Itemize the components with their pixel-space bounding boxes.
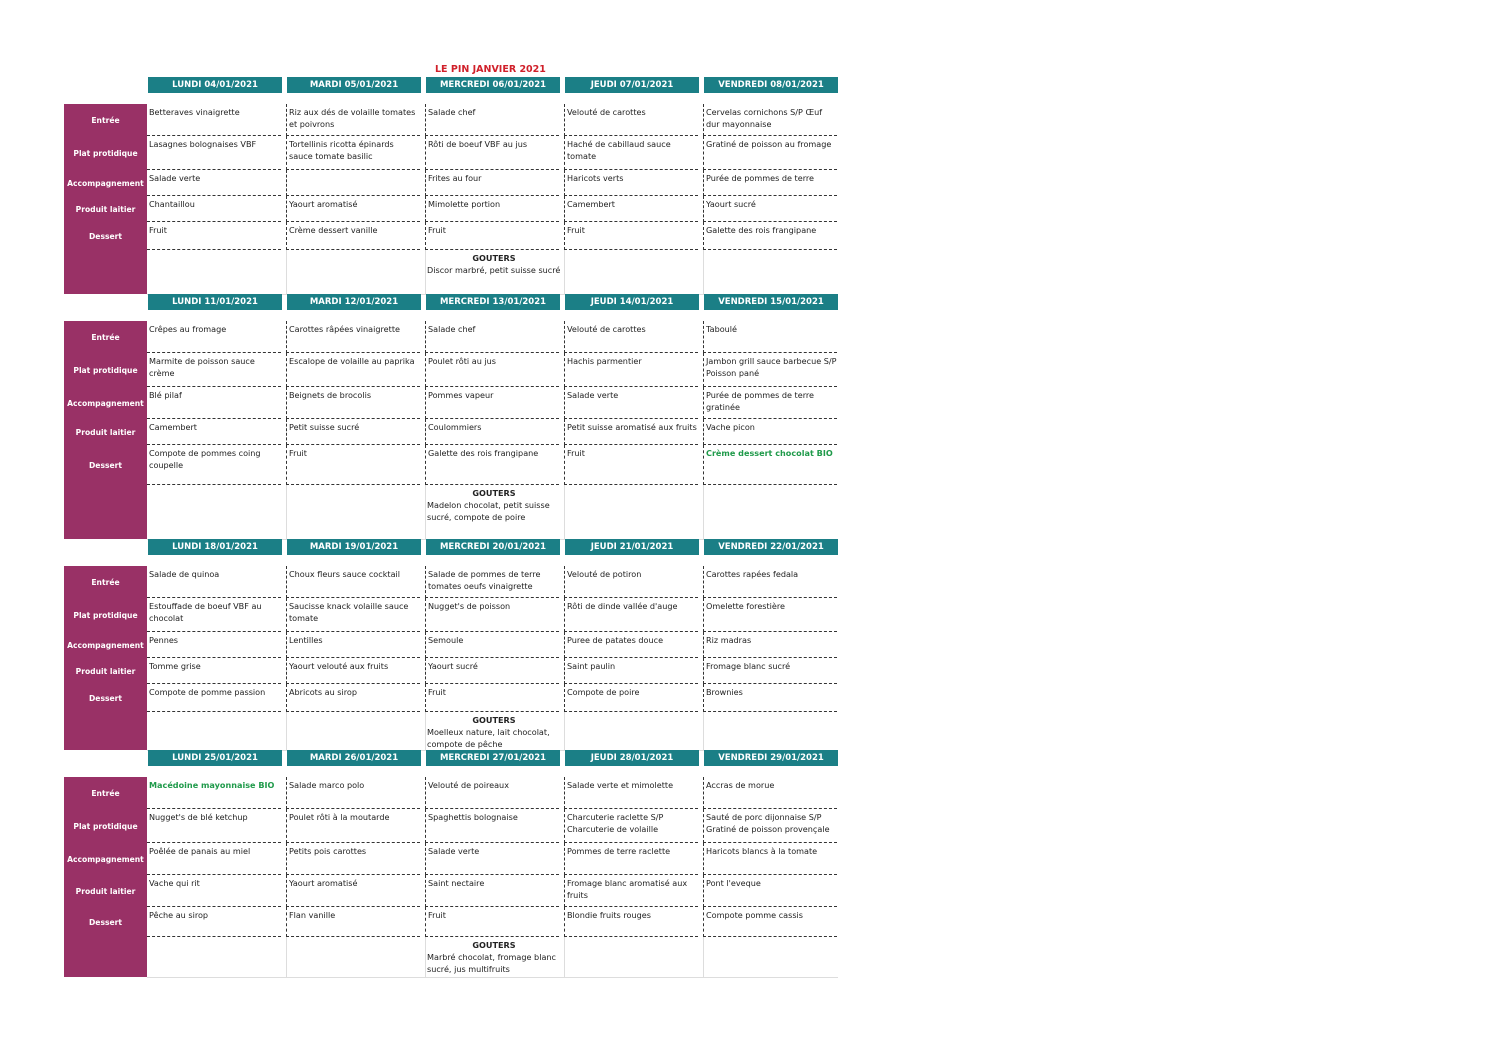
- category-label: Plat protidique: [73, 610, 138, 620]
- menu-row: [147, 170, 838, 196]
- menu-cell: Vache qui rit: [147, 875, 281, 907]
- menu-cell: Salade verte: [564, 387, 698, 419]
- menu-row: [147, 321, 838, 353]
- day-header: JEUDI 14/01/2021: [565, 294, 699, 310]
- menu-cell: Salade chef: [425, 104, 559, 136]
- gouter-title: GOUTERS: [472, 253, 516, 263]
- menu-cell: Blé pilaf: [147, 387, 281, 419]
- menu-cell: Fruit: [564, 445, 698, 485]
- menu-row: [147, 632, 838, 658]
- menu-cell: Spaghettis bolognaise: [425, 809, 559, 843]
- week-block: [64, 750, 838, 977]
- menu-cell: Betteraves vinaigrette: [147, 104, 281, 136]
- menu-cell: Tortellinis ricotta épinards sauce tomate basilic: [286, 136, 420, 170]
- menu-cell: Salade chef: [425, 321, 559, 353]
- gouter-cell: [427, 487, 561, 523]
- menu-cell: Rôti de boeuf VBF au jus: [425, 136, 559, 170]
- menu-cell: Beignets de brocolis: [286, 387, 420, 419]
- gouter-text: Discor marbré, petit suisse sucré: [427, 265, 561, 275]
- day-header: MARDI 12/01/2021: [287, 294, 421, 310]
- menu-cell: Omelette forestière: [703, 598, 837, 632]
- week-grid: [64, 566, 838, 750]
- column-divider: [564, 937, 565, 977]
- menu-row: [147, 566, 838, 598]
- menu-cell: Compote pomme cassis: [703, 907, 837, 937]
- menu-row: [147, 598, 838, 632]
- menu-cell: Jambon grill sauce barbecue S/P Poisson pané: [703, 353, 837, 387]
- menu-cell: Accras de morue: [703, 777, 837, 809]
- menu-cell: Puree de patates douce: [564, 632, 698, 658]
- column-divider: [425, 485, 426, 539]
- menu-cell: Tomme grise: [147, 658, 281, 684]
- menu-cell: Compote de poire: [564, 684, 698, 712]
- menu-cell: Coulommiers: [425, 419, 559, 445]
- menu-cell: Petit suisse sucré: [286, 419, 420, 445]
- gouter-text: Moelleux nature, lait chocolat, compote de pêche: [427, 727, 550, 749]
- menu-cell: Lasagnes bolognaises VBF: [147, 136, 281, 170]
- day-header: MERCREDI 13/01/2021: [426, 294, 560, 310]
- day-header: LUNDI 18/01/2021: [148, 539, 282, 555]
- menu-cell: Compote de pommes coing coupelle: [147, 445, 281, 485]
- column-divider: [425, 937, 426, 977]
- column-divider: [564, 712, 565, 750]
- spacer: [64, 767, 838, 777]
- column-divider: [703, 937, 704, 977]
- menu-cell: Salade verte et mimolette: [564, 777, 698, 809]
- menu-cell: Pommes vapeur: [425, 387, 559, 419]
- category-label: Accompagnement: [67, 178, 144, 188]
- menu-cell: Salade verte: [425, 843, 559, 875]
- day-header: JEUDI 07/01/2021: [565, 77, 699, 93]
- gouter-cell: [427, 252, 561, 276]
- menu-cell: Velouté de poireaux: [425, 777, 559, 809]
- menu-cell: Velouté de carottes: [564, 104, 698, 136]
- week-block: [64, 294, 838, 539]
- menu-row: [147, 809, 838, 843]
- week-grid: [64, 104, 838, 294]
- weeks: [64, 77, 838, 977]
- menu-cell: Yaourt velouté aux fruits: [286, 658, 420, 684]
- menu-cell: Galette des rois frangipane: [425, 445, 559, 485]
- category-label: Plat protidique: [73, 365, 138, 375]
- menu-cell: Carottes rapées fedala: [703, 566, 837, 598]
- menu-cell: Fruit: [425, 222, 559, 250]
- menu-cell: Semoule: [425, 632, 559, 658]
- menu-cell: Lentilles: [286, 632, 420, 658]
- week-header: [64, 539, 838, 556]
- week-header: [64, 750, 838, 767]
- column-divider: [703, 712, 704, 750]
- menu-row: [147, 196, 838, 222]
- menu-cell: Petits pois carottes: [286, 843, 420, 875]
- menu-cell: Yaourt sucré: [703, 196, 837, 222]
- menu-cell: Yaourt aromatisé: [286, 196, 420, 222]
- menu-row: [147, 353, 838, 387]
- menu-cell: Yaourt aromatisé: [286, 875, 420, 907]
- day-header: LUNDI 25/01/2021: [148, 750, 282, 766]
- gouter-text: Madelon chocolat, petit suisse sucré, compote de poire: [427, 500, 550, 522]
- category-label: Dessert: [88, 460, 123, 470]
- menu-table: [64, 63, 838, 977]
- menu-cell: Crêpes au fromage: [147, 321, 281, 353]
- menu-cell: Saint nectaire: [425, 875, 559, 907]
- gouter-title: GOUTERS: [472, 715, 516, 725]
- menu-cell: Frites au four: [425, 170, 559, 196]
- day-header: VENDREDI 29/01/2021: [704, 750, 838, 766]
- spacer: [64, 94, 838, 104]
- menu-row: [147, 104, 838, 136]
- menu-cell: Velouté de carottes: [564, 321, 698, 353]
- menu-cell: Pont l'eveque: [703, 875, 837, 907]
- week-header: [64, 294, 838, 311]
- menu-cell: Pennes: [147, 632, 281, 658]
- menu-cell: Gratiné de poisson au fromage: [703, 136, 837, 170]
- week-block: [64, 539, 838, 750]
- menu-cell: Brownies: [703, 684, 837, 712]
- menu-row: [147, 875, 838, 907]
- spacer: [64, 311, 838, 321]
- menu-row: [147, 684, 838, 712]
- column-divider: [286, 485, 287, 539]
- week-header: [64, 77, 838, 94]
- menu-cell: Camembert: [147, 419, 281, 445]
- menu-row: [147, 658, 838, 684]
- menu-cell: Camembert: [564, 196, 698, 222]
- category-label: Accompagnement: [67, 398, 144, 408]
- menu-cell: Riz aux dés de volaille tomates et poivrons: [286, 104, 420, 136]
- week-block: [64, 77, 838, 294]
- menu-cell: Mimolette portion: [425, 196, 559, 222]
- menu-cell: Abricots au sirop: [286, 684, 420, 712]
- menu-row: [147, 136, 838, 170]
- day-header: VENDREDI 22/01/2021: [704, 539, 838, 555]
- gouter-divider: [147, 977, 838, 978]
- menu-cell: Blondie fruits rouges: [564, 907, 698, 937]
- menu-row: [147, 222, 838, 250]
- column-divider: [286, 250, 287, 294]
- menu-cell: Poêlée de panais au miel: [147, 843, 281, 875]
- gouter-title: GOUTERS: [472, 488, 516, 498]
- gouter-title: GOUTERS: [472, 940, 516, 950]
- category-label: Plat protidique: [73, 148, 138, 158]
- menu-cell: Saint paulin: [564, 658, 698, 684]
- column-divider: [564, 250, 565, 294]
- menu-cell: Fruit: [425, 907, 559, 937]
- category-label: Entrée: [91, 115, 120, 125]
- day-header: LUNDI 04/01/2021: [148, 77, 282, 93]
- menu-cell: Cervelas cornichons S/P Œuf dur mayonnaise: [703, 104, 837, 136]
- menu-cell: Flan vanille: [286, 907, 420, 937]
- category-label: Dessert: [88, 693, 123, 703]
- day-header: MERCREDI 06/01/2021: [426, 77, 560, 93]
- menu-title-row: [64, 63, 838, 77]
- menu-cell: Fruit: [564, 222, 698, 250]
- menu-cell: Salade de pommes de terre tomates oeufs vinaigrette: [425, 566, 559, 598]
- menu-cell: Fromage blanc aromatisé aux fruits: [564, 875, 698, 907]
- menu-row: [147, 907, 838, 937]
- menu-cell: Yaourt sucré: [425, 658, 559, 684]
- menu-cell: Salade verte: [147, 170, 281, 196]
- category-label: Entrée: [91, 577, 120, 587]
- category-label: Accompagnement: [67, 854, 144, 864]
- menu-cell: Fruit: [147, 222, 281, 250]
- day-header: MARDI 26/01/2021: [287, 750, 421, 766]
- day-header: VENDREDI 15/01/2021: [704, 294, 838, 310]
- week-grid: [64, 321, 838, 539]
- category-label: Dessert: [88, 917, 123, 927]
- gouter-text: Marbré chocolat, fromage blanc sucré, jus multifruits: [427, 952, 556, 974]
- spacer: [64, 556, 838, 566]
- column-divider: [425, 250, 426, 294]
- column-divider: [286, 712, 287, 750]
- day-header: LUNDI 11/01/2021: [148, 294, 282, 310]
- menu-cell: Nugget's de blé ketchup: [147, 809, 281, 843]
- day-header: JEUDI 28/01/2021: [565, 750, 699, 766]
- menu-cell: Poulet rôti au jus: [425, 353, 559, 387]
- menu-cell: Macédoine mayonnaise BIO: [147, 777, 281, 809]
- menu-cell: Salade de quinoa: [147, 566, 281, 598]
- menu-cell: Petit suisse aromatisé aux fruits: [564, 419, 698, 445]
- menu-cell: Crème dessert vanille: [286, 222, 420, 250]
- column-divider: [564, 485, 565, 539]
- menu-cell: Saucisse knack volaille sauce tomate: [286, 598, 420, 632]
- menu-cell: Fromage blanc sucré: [703, 658, 837, 684]
- gouter-cell: [427, 714, 561, 750]
- menu-cell: Estouffade de boeuf VBF au chocolat: [147, 598, 281, 632]
- menu-cell: Crème dessert chocolat BIO: [703, 445, 837, 485]
- menu-cell: Purée de pommes de terre gratinée: [703, 387, 837, 419]
- menu-cell: Vache picon: [703, 419, 837, 445]
- category-label: Produit laitier: [75, 666, 136, 676]
- menu-cell: Fruit: [425, 684, 559, 712]
- menu-cell: Haché de cabillaud sauce tomate: [564, 136, 698, 170]
- menu-cell: Compote de pomme passion: [147, 684, 281, 712]
- menu-cell: Purée de pommes de terre: [703, 170, 837, 196]
- gouter-cell: [427, 939, 561, 975]
- menu-cell: Velouté de potiron: [564, 566, 698, 598]
- menu-row: [147, 419, 838, 445]
- menu-cell: Taboulé: [703, 321, 837, 353]
- menu-cell: Choux fleurs sauce cocktail: [286, 566, 420, 598]
- column-divider: [703, 485, 704, 539]
- menu-row: [147, 387, 838, 419]
- column-divider: [703, 250, 704, 294]
- day-header: MARDI 19/01/2021: [287, 539, 421, 555]
- menu-cell: Pêche au sirop: [147, 907, 281, 937]
- day-header: JEUDI 21/01/2021: [565, 539, 699, 555]
- menu-cell: Rôti de dinde vallée d'auge: [564, 598, 698, 632]
- menu-cell: Pommes de terre raclette: [564, 843, 698, 875]
- menu-cell: Escalope de volaille au paprika: [286, 353, 420, 387]
- menu-cell: Marmite de poisson sauce crème: [147, 353, 281, 387]
- day-header: MERCREDI 20/01/2021: [426, 539, 560, 555]
- column-divider: [425, 712, 426, 750]
- menu-cell: Carottes râpées vinaigrette: [286, 321, 420, 353]
- menu-cell: Sauté de porc dijonnaise S/P Gratiné de poisson provençale: [703, 809, 837, 843]
- category-label: Produit laitier: [75, 204, 136, 214]
- menu-cell: Hachis parmentier: [564, 353, 698, 387]
- day-header: VENDREDI 08/01/2021: [704, 77, 838, 93]
- category-label: Entrée: [91, 788, 120, 798]
- menu-cell: Poulet rôti à la moutarde: [286, 809, 420, 843]
- menu-title: LE PIN JANVIER 2021: [435, 64, 546, 75]
- menu-row: [147, 843, 838, 875]
- category-label: Entrée: [91, 332, 120, 342]
- category-label: Accompagnement: [67, 640, 144, 650]
- menu-cell: Riz madras: [703, 632, 837, 658]
- menu-row: [147, 777, 838, 809]
- menu-cell: [286, 170, 420, 196]
- column-divider: [286, 937, 287, 977]
- day-header: MERCREDI 27/01/2021: [426, 750, 560, 766]
- week-grid: [64, 777, 838, 977]
- category-label: Produit laitier: [75, 886, 136, 896]
- category-label: Dessert: [88, 231, 123, 241]
- category-label: Produit laitier: [75, 427, 136, 437]
- menu-cell: Chantaillou: [147, 196, 281, 222]
- menu-cell: Haricots verts: [564, 170, 698, 196]
- menu-cell: Salade marco polo: [286, 777, 420, 809]
- menu-cell: Galette des rois frangipane: [703, 222, 837, 250]
- day-header: MARDI 05/01/2021: [287, 77, 421, 93]
- menu-cell: Charcuterie raclette S/P Charcuterie de volaille: [564, 809, 698, 843]
- menu-cell: Fruit: [286, 445, 420, 485]
- menu-cell: Haricots blancs à la tomate: [703, 843, 837, 875]
- menu-cell: Nugget's de poisson: [425, 598, 559, 632]
- category-label: Plat protidique: [73, 821, 138, 831]
- menu-row: [147, 445, 838, 485]
